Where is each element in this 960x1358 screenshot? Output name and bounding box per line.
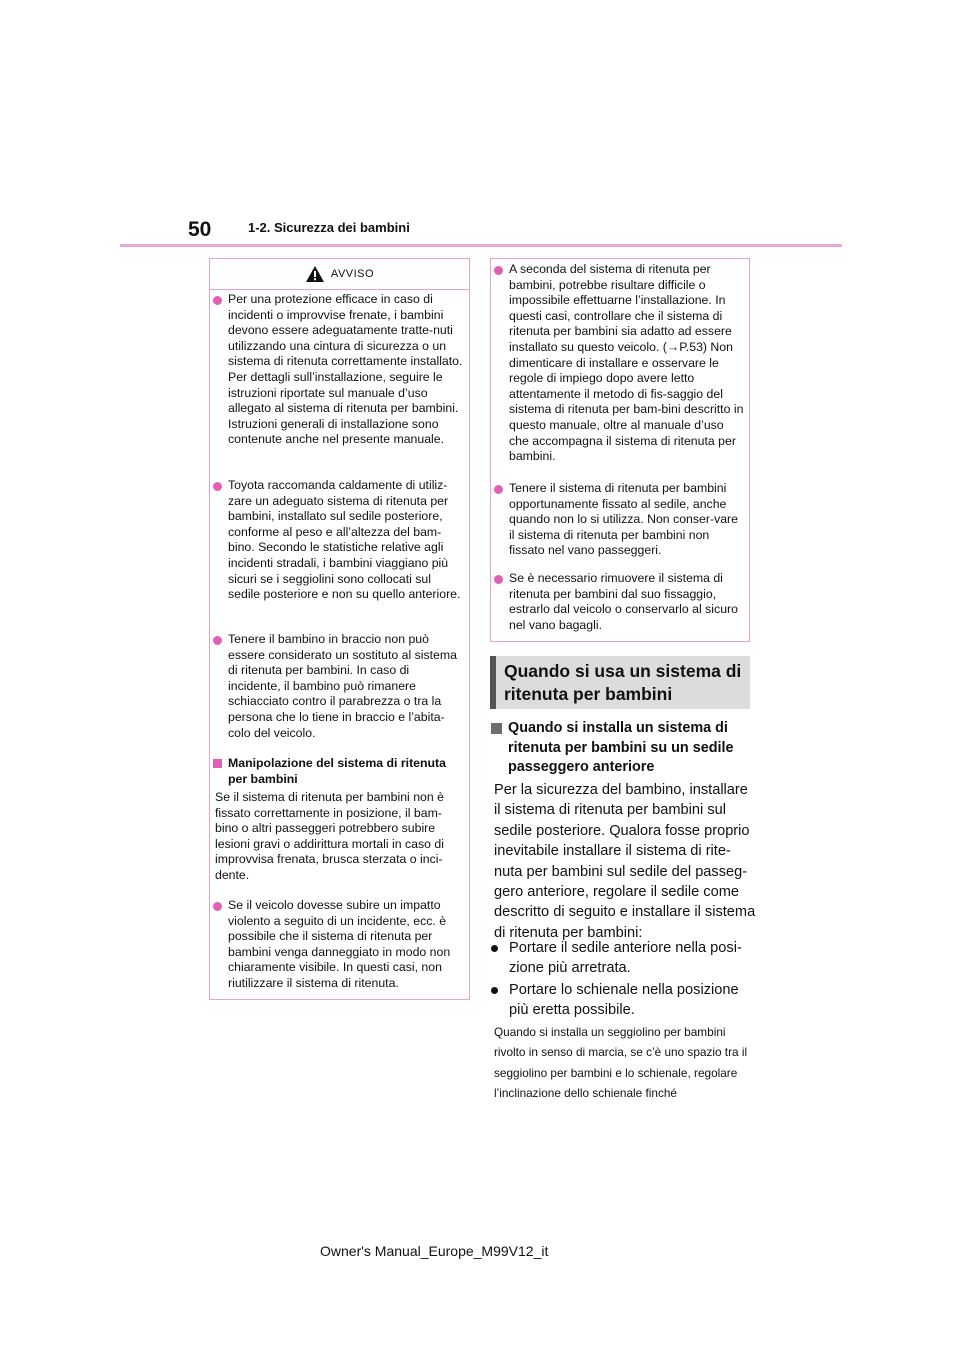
bullet-icon [491,987,498,994]
subsection-heading: Quando si installa un sistema di ritenuta per bambini su un sedile passeggero anteriore [508,719,753,778]
list-item: Portare lo schienale nella posizione più eretta possibile. [509,980,754,1021]
list-item: Portare il sedile anteriore nella posi-zione più arretrata. [509,938,754,979]
warning-item: Se il veicolo dovesse subire un impatto violento a seguito di un incidente, ecc. è possibile che il sistema di ritenuta per bambini venga danneggiato in modo non chiaramente visibile. In questi casi, non riutilizzare il sistema di ritenuta. [228,898,464,992]
square-bullet-icon [491,723,502,734]
warning-header [210,259,469,290]
warning-box-continued [490,258,750,642]
bullet-icon [213,296,222,305]
header-divider [120,244,842,247]
footer-label: Owner's Manual_Europe_M99V12_it [320,1243,549,1259]
handling-text: Se il sistema di ritenuta per bambini non è fissato correttamente in posizione, il bam-bino o altri passeggeri potrebbero subire lesioni gravi o addirittura mortali in caso di improvvisa frenata, brusca sterzata o inci-dente. [215,790,444,882]
warning-item: Tenere il sistema di ritenuta per bambini opportunamente fissato al sedile, anche quando non lo si utilizza. Non conser-vare il sistema di ritenuta per bambini non fissato nel vano passeggeri. [509,481,745,559]
bullet-icon [491,945,498,952]
warning-box [209,258,470,1000]
warning-item: Se è necessario rimuovere il sistema di ritenuta per bambini dal suo fissaggio, estrarlo dal veicolo o conservarlo al sicuro nel vano bagagli. [509,571,745,633]
warning-item: Per una protezione efficace in caso di incidenti o improvvise frenate, i bambini devono essere adeguatamente tratte-nuti utilizzando una cintura di sicurezza o un sistema di ritenuta correttamente installato. Per dettagli sull’installazione, seguire le istruzioni riportate sul manuale d’uso allegato al sistema di ritenuta per bambini. Istruzioni generali di installazione sono contenute anche nel presente manuale. [228,292,464,448]
subsection-note: Quando si installa un seggiolino per bambini rivolto in senso di marcia, se c’è uno spazio tra il seggiolino per bambini e lo schienale, regolare l’inclinazione dello schienale finché [494,1025,748,1100]
section-banner-title: Quando si usa un sistema di ritenuta per bambini [504,661,742,704]
warning-item: Tenere il bambino in braccio non può essere considerato un sostituto al sistema di ritenuta per bambini. In caso di incidente, il bambino può rimanere schiacciato contro il parabrezza o tra la persona che lo tiene in braccio e l’abita-colo del veicolo. [228,632,464,741]
bullet-icon [494,485,503,494]
subsection-body: Per la sicurezza del bambino, installare il sistema di ritenuta per bambini sul sedile posteriore. Qualora fosse proprio inevitabile installare il sistema di rite-nuta per bambini sul sedile del passeg-gero anteriore, regolare il sedile come descritto di seguito e installare il sistema di ritenuta per bambini: [494,782,756,941]
section-heading: 1-2. Sicurezza dei bambini [248,220,410,235]
square-bullet-icon [213,759,222,768]
warning-triangle-icon [305,265,325,283]
warning-item: A seconda del sistema di ritenuta per bambini, potrebbe risultare difficile o impossibile effettuarne l’installazione. In questi casi, controllare che il sistema di ritenuta per bambini sia adatto ad essere installato su questo veicolo. (→P.53) Non dimenticare di installare e osservare le regole di impiego dopo avere letto attentamente il metodo di fis-saggio del sistema di ritenuta per bam-bini descritto in questo manuale, oltre al manuale d’uso che accompagna il sistema di ritenuta per bambini. [509,262,745,465]
warning-title: AVVISO [330,268,375,280]
bullet-icon [213,636,222,645]
page-number: 50 [188,218,212,241]
bullet-icon [494,266,503,275]
bullet-icon [213,902,222,911]
bullet-icon [213,482,222,491]
warning-item: Toyota raccomanda caldamente di utiliz-zare un adeguato sistema di ritenuta per bambini, installato sul sedile posteriore, conforme al peso e all’altezza del bam-bino. Secondo le statistiche relative agli incidenti stradali, i bambini viaggiano più sicuri se i seggiolini sono collocati sul sedile posteriore e non su quello anteriore. [228,478,464,603]
section-banner [490,656,750,709]
handling-heading: Manipolazione del sistema di ritenuta per bambini [228,756,464,787]
bullet-icon [494,575,503,584]
